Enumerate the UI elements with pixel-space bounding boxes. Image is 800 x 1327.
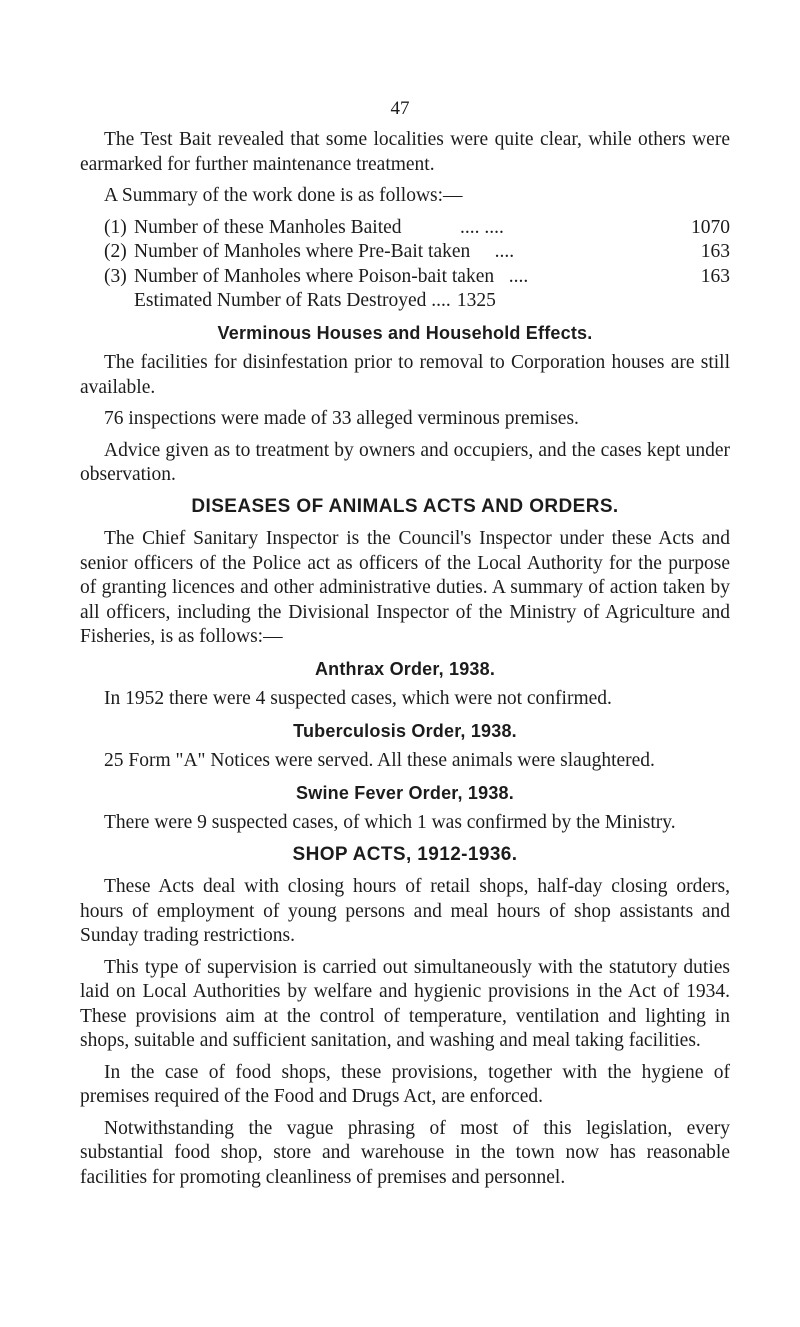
paragraph-notwithstanding: Notwithstanding the vague phrasing of most of this legislation, every substantial food shop, store and warehouse in the town now has reasonable facilities for promoting cleanliness of premises and personnel.	[80, 1117, 730, 1188]
heading-diseases-of-animals: DISEASES OF ANIMALS ACTS AND ORDERS.	[191, 495, 619, 517]
summary-list	[80, 216, 730, 314]
summary-row	[104, 265, 730, 290]
paragraph-test-bait: The Test Bait revealed that some localities were quite clear, while others were earmarked for further maintenance treatment.	[80, 129, 730, 175]
heading-tuberculosis-order: Tuberculosis Order, 1938.	[293, 720, 517, 741]
summary-row-number: (1)	[104, 216, 127, 238]
paragraph-anthrax: In 1952 there were 4 suspected cases, which were not confirmed.	[104, 688, 612, 709]
estimate-label: Estimated Number of Rats Destroyed ....	[134, 290, 451, 311]
estimate-value: 1325	[456, 290, 496, 311]
summary-row-value: 163	[700, 241, 730, 262]
paragraph-supervision: This type of supervision is carried out simultaneously with the statutory duties laid on Local Authorities by welfare and hygienic provisions in the Act of 1934. These provisions aim at the control of temperature, ventilation and lighting in shops, suitable and sufficient sanitation, and washing and meal taking facilities.	[80, 956, 730, 1051]
paragraph-chief-inspector: The Chief Sanitary Inspector is the Council's Inspector under these Acts and senior officers of the Police act as officers of the Local Authority for the purpose of granting licences and other administrative duties. A summary of action taken by all officers, including the Divisional Inspector of the Ministry of Agriculture and Fisheries, is as follows:—	[80, 528, 730, 647]
heading-swine-fever-order: Swine Fever Order, 1938.	[296, 782, 514, 803]
summary-row-value: 163	[700, 265, 730, 287]
summary-row-value: 1070	[691, 216, 730, 238]
summary-row-label: Number of Manholes where Pre-Bait taken ....	[134, 241, 515, 262]
heading-verminous-houses: Verminous Houses and Household Effects.	[217, 322, 593, 343]
paragraph-inspections: 76 inspections were made of 33 alleged verminous premises.	[104, 408, 579, 429]
paragraph-advice: Advice given as to treatment by owners and occupiers, and the cases kept under observation.	[80, 439, 730, 485]
paragraph-summary-intro: A Summary of the work done is as follows:—	[104, 185, 463, 206]
heading-anthrax-order: Anthrax Order, 1938.	[314, 658, 496, 679]
leader-dots: ....	[508, 265, 529, 287]
summary-row	[104, 216, 730, 241]
leader-dots: .... ....	[460, 216, 504, 238]
paragraph-tuberculosis: 25 Form "A" Notices were served. All these animals were slaughtered.	[104, 750, 655, 771]
paragraph-shop-acts: These Acts deal with closing hours of retail shops, half-day closing orders, hours of employment of young persons and meal hours of shop assistants and Sunday trading restrictions.	[80, 876, 730, 946]
document-body	[80, 128, 730, 1197]
summary-row-label: Number of these Manholes Baited .... ....	[134, 216, 504, 238]
page-number: 47	[390, 98, 410, 119]
heading-shop-acts: SHOP ACTS, 1912-1936.	[292, 843, 518, 865]
estimate-row	[134, 289, 730, 314]
summary-row-label: Number of Manholes where Poison-bait taken ....	[134, 265, 529, 287]
paragraph-food-shops: In the case of food shops, these provisions, together with the hygiene of premises required of the Food and Drugs Act, are enforced.	[80, 1061, 730, 1107]
summary-row-number: (2)	[104, 241, 127, 262]
leader-dots: ....	[494, 241, 515, 262]
paragraph-disinfestation: The facilities for disinfestation prior to removal to Corporation houses are still available.	[80, 352, 730, 398]
paragraph-swine-fever: There were 9 suspected cases, of which 1 was confirmed by the Ministry.	[104, 812, 676, 833]
summary-row	[104, 240, 730, 265]
summary-row-number: (3)	[104, 265, 127, 287]
